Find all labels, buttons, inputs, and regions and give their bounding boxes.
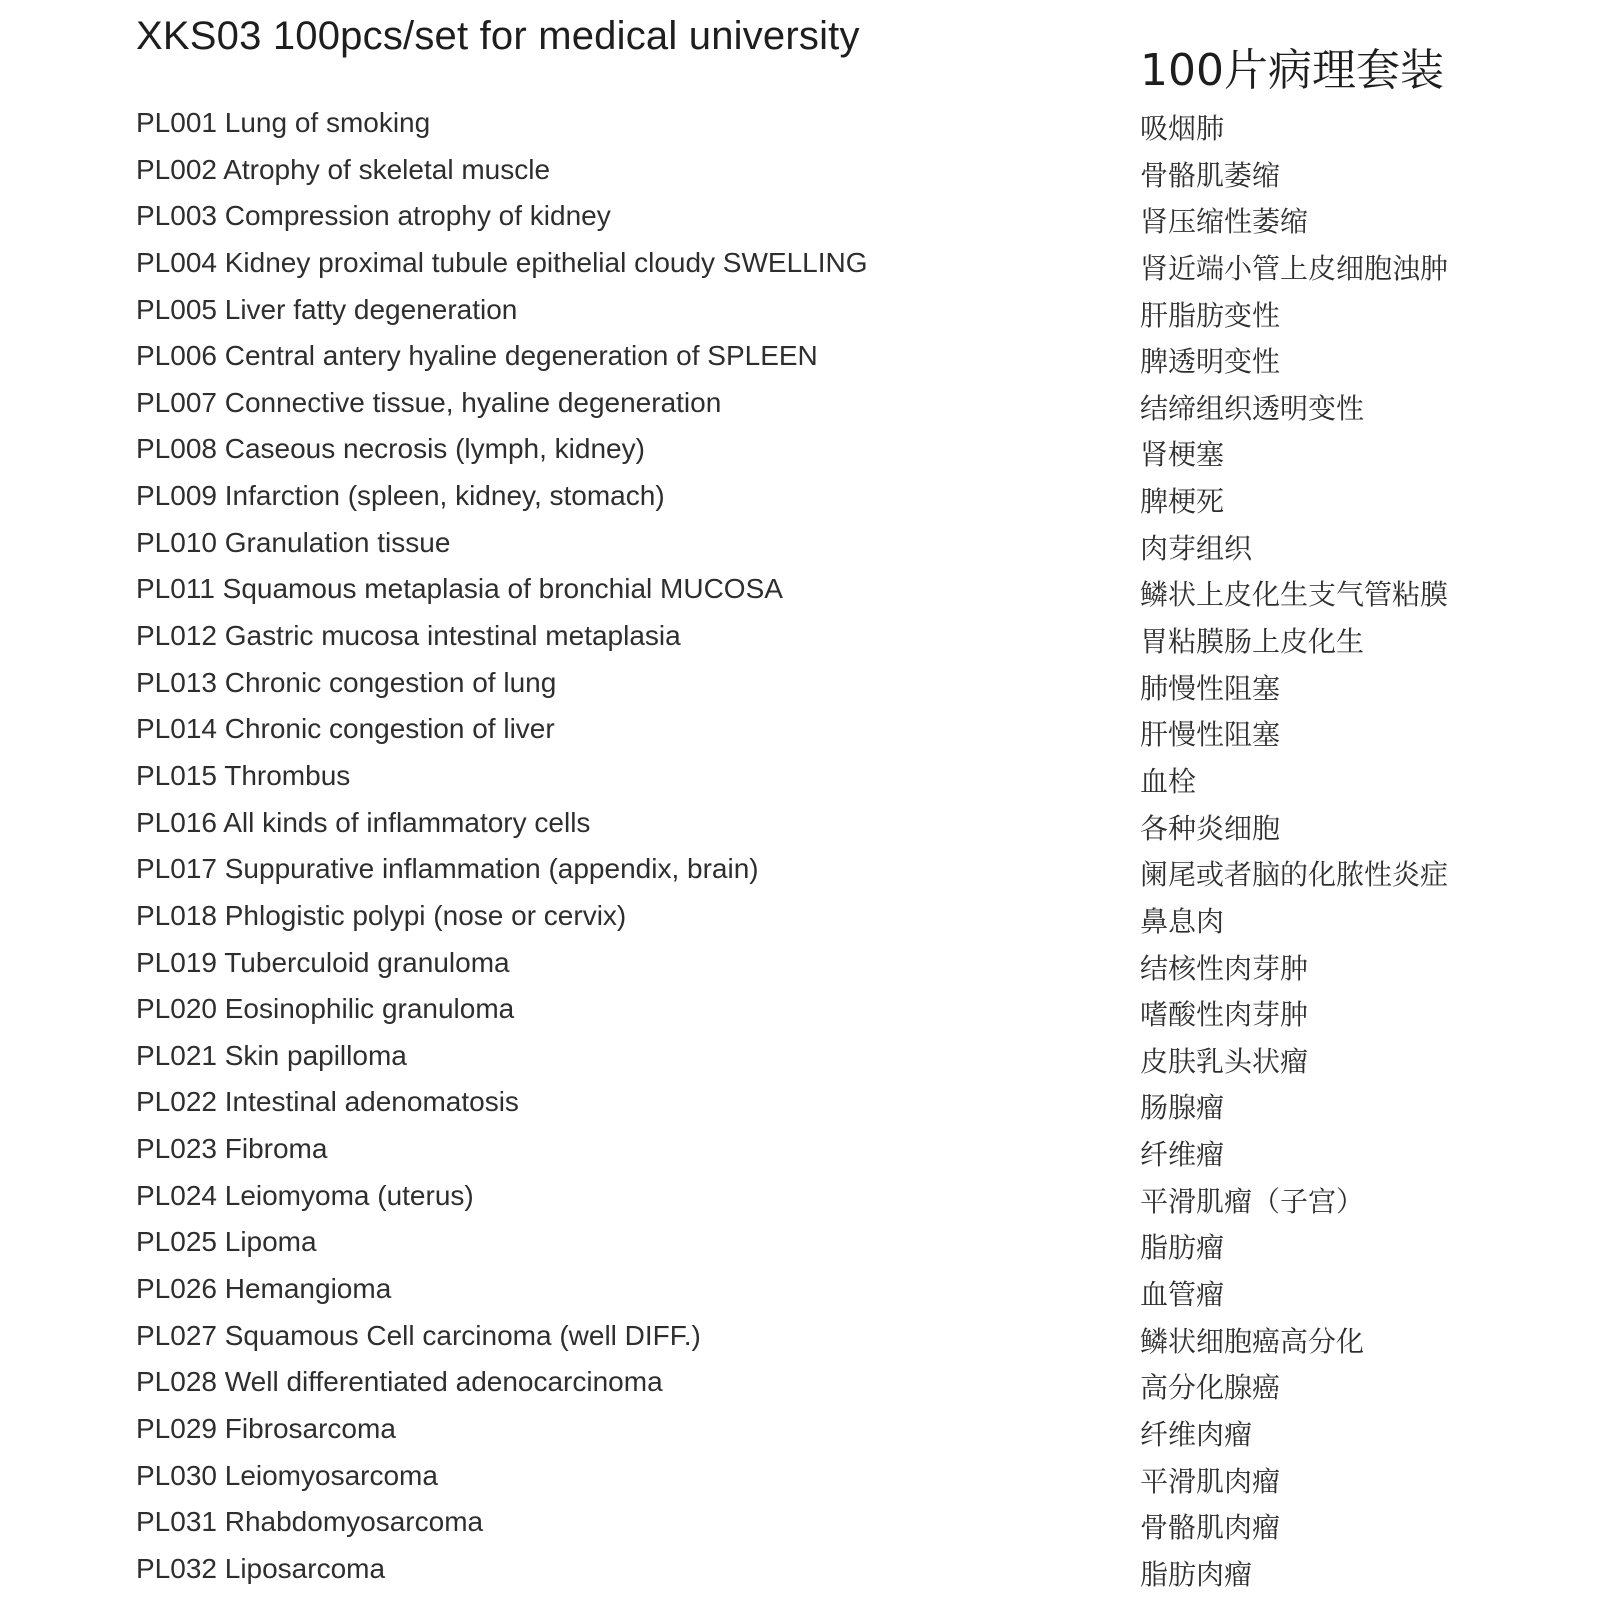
list-item (136, 101, 1476, 148)
item-english-name: PL011 Squamous metaplasia of bronchial MUCOSA (136, 573, 783, 605)
item-chinese-name: 肝脂肪变性 (1140, 298, 1281, 332)
list-item (136, 288, 1476, 335)
item-english-name: PL017 Suppurative inflammation (appendix, brain) (136, 853, 759, 885)
item-chinese-name: 结缔组织透明变性 (1140, 391, 1365, 425)
item-chinese-name: 肉芽组织 (1140, 531, 1253, 565)
list-item (136, 661, 1476, 708)
item-english-name: PL031 Rhabdomyosarcoma (136, 1506, 484, 1538)
list-item (136, 847, 1476, 894)
list-item (136, 241, 1476, 288)
item-english-name: PL028 Well differentiated adenocarcinoma (136, 1366, 663, 1398)
item-english-name: PL001 Lung of smoking (136, 107, 431, 138)
item-english-name: PL018 Phlogistic polypi (nose or cervix) (136, 899, 627, 931)
item-chinese-name: 嗜酸性肉芽肿 (1140, 998, 1309, 1032)
item-chinese-name: 高分化腺癌 (1140, 1371, 1281, 1405)
list-item (136, 1407, 1476, 1454)
list-item (136, 1127, 1476, 1174)
item-chinese-name: 肾压缩性萎缩 (1140, 205, 1309, 239)
item-chinese-name: 肝慢性阻塞 (1140, 718, 1281, 752)
item-chinese-name: 纤维瘤 (1140, 1138, 1225, 1172)
item-chinese-name: 脾梗死 (1140, 485, 1225, 519)
item-english-name: PL012 Gastric mucosa intestinal metaplasia (136, 620, 681, 652)
list-item (136, 1267, 1476, 1314)
list-item (136, 894, 1476, 941)
item-english-name: PL016 All kinds of inflammatory cells (136, 806, 591, 838)
list-item (136, 941, 1476, 988)
item-english-name: PL019 Tuberculoid granuloma (136, 946, 510, 978)
item-chinese-name: 血栓 (1140, 764, 1197, 798)
item-chinese-name: 肾梗塞 (1140, 438, 1225, 472)
list-item (136, 474, 1476, 521)
slide-list (136, 101, 1476, 1594)
item-chinese-name: 平滑肌肉瘤 (1140, 1464, 1281, 1498)
item-english-name: PL026 Hemangioma (136, 1273, 392, 1305)
list-item (136, 148, 1476, 195)
item-english-name: PL010 Granulation tissue (136, 526, 451, 558)
item-english-name: PL021 Skin papilloma (136, 1039, 407, 1071)
list-item (136, 754, 1476, 801)
item-chinese-name: 结核性肉芽肿 (1140, 951, 1309, 985)
item-chinese-name: 脂肪肉瘤 (1140, 1557, 1253, 1591)
list-item (136, 381, 1476, 428)
item-english-name: PL029 Fibrosarcoma (136, 1412, 396, 1444)
item-chinese-name: 肾近端小管上皮细胞浊肿 (1140, 251, 1449, 285)
list-item (136, 1454, 1476, 1501)
item-english-name: PL004 Kidney proximal tubule epithelial cloudy SWELLING (136, 246, 868, 278)
item-english-name: PL008 Caseous necrosis (lymph, kidney) (136, 433, 645, 465)
item-english-name: PL007 Connective tissue, hyaline degeneration (136, 386, 722, 418)
item-english-name: PL032 Liposarcoma (136, 1552, 386, 1584)
item-chinese-name: 骨骼肌肉瘤 (1140, 1511, 1281, 1545)
item-chinese-name: 肺慢性阻塞 (1140, 671, 1281, 705)
list-item (136, 707, 1476, 754)
list-item (136, 801, 1476, 848)
list-item (136, 334, 1476, 381)
list-item (136, 987, 1476, 1034)
item-chinese-name: 胃粘膜肠上皮化生 (1140, 625, 1365, 659)
list-item (136, 1360, 1476, 1407)
item-chinese-name: 骨骼肌萎缩 (1140, 158, 1281, 192)
item-chinese-name: 脾透明变性 (1140, 345, 1281, 379)
item-chinese-name: 吸烟肺 (1140, 112, 1225, 145)
list-item (136, 1174, 1476, 1221)
list-item (136, 1080, 1476, 1127)
list-item (136, 194, 1476, 241)
list-item (136, 1314, 1476, 1361)
item-chinese-name: 鼻息肉 (1140, 904, 1225, 938)
item-chinese-name: 纤维肉瘤 (1140, 1417, 1253, 1451)
list-item (136, 1220, 1476, 1267)
list-item (136, 1547, 1476, 1594)
list-item (136, 521, 1476, 568)
item-chinese-name: 血管瘤 (1140, 1278, 1225, 1312)
item-english-name: PL020 Eosinophilic granuloma (136, 993, 515, 1025)
page-title: XKS03 100pcs/set for medical university (136, 14, 860, 58)
item-chinese-name: 鳞状细胞癌高分化 (1140, 1324, 1365, 1358)
list-item (136, 614, 1476, 661)
item-english-name: PL002 Atrophy of skeletal muscle (136, 153, 551, 185)
item-chinese-name: 阑尾或者脑的化脓性炎症 (1140, 858, 1449, 892)
item-english-name: PL030 Leiomyosarcoma (136, 1459, 438, 1491)
item-english-name: PL024 Leiomyoma (uterus) (136, 1179, 474, 1211)
item-chinese-name: 平滑肌瘤（子宫） (1140, 1184, 1365, 1218)
item-english-name: PL023 Fibroma (136, 1133, 328, 1165)
item-english-name: PL022 Intestinal adenomatosis (136, 1086, 519, 1118)
item-english-name: PL005 Liver fatty degeneration (136, 293, 518, 325)
item-english-name: PL027 Squamous Cell carcinoma (well DIFF.) (136, 1319, 701, 1351)
item-chinese-name: 皮肤乳头状瘤 (1140, 1044, 1309, 1078)
list-item (136, 567, 1476, 614)
item-chinese-name: 各种炎细胞 (1140, 811, 1281, 845)
item-english-name: PL013 Chronic congestion of lung (136, 666, 557, 698)
item-english-name: PL006 Central antery hyaline degeneration of SPLEEN (136, 340, 818, 372)
item-english-name: PL025 Lipoma (136, 1226, 317, 1258)
list-item (136, 1034, 1476, 1081)
item-chinese-name: 脂肪瘤 (1140, 1231, 1225, 1265)
page-title-chinese: 100片病理套装 (1140, 45, 1444, 96)
item-english-name: PL003 Compression atrophy of kidney (136, 200, 611, 232)
item-english-name: PL014 Chronic congestion of liver (136, 713, 555, 745)
item-chinese-name: 肠腺瘤 (1140, 1091, 1225, 1125)
item-english-name: PL015 Thrombus (136, 759, 351, 791)
item-english-name: PL009 Infarction (spleen, kidney, stomach) (136, 480, 665, 512)
list-item (136, 1500, 1476, 1547)
list-item (136, 427, 1476, 474)
item-chinese-name: 鳞状上皮化生支气管粘膜 (1140, 578, 1449, 612)
